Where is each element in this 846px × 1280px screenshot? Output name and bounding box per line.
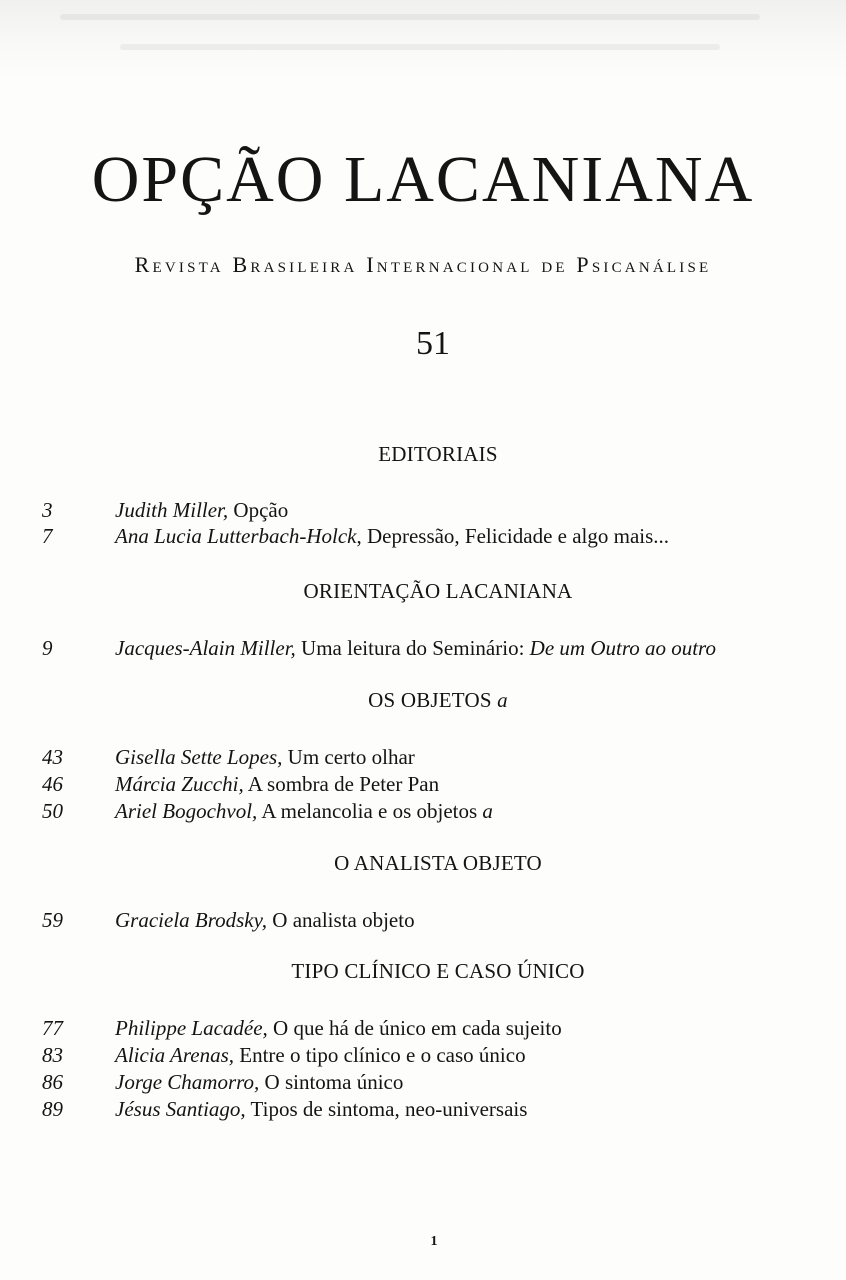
entry-author: Jacques-Alain Miller,: [115, 636, 296, 660]
section-heading-text: ORIENTAÇÃO LACANIANA: [303, 579, 573, 603]
entry-title: , Depressão, Felicidade e algo mais...: [356, 524, 670, 548]
entry-author: Ariel Bogochvol,: [115, 799, 258, 823]
entry-text: [115, 522, 669, 550]
toc-entry: [0, 906, 846, 934]
entry-title-italic: a: [482, 799, 493, 823]
entry-title: Tipos de sintoma, neo-universais: [245, 1097, 528, 1121]
page-number: 50: [42, 799, 63, 823]
section-heading-orientacao-lacaniana: [0, 577, 846, 605]
entry-text: [115, 634, 716, 662]
toc-entry: [0, 770, 846, 798]
toc-entry: [0, 634, 846, 662]
toc-entry: [0, 1095, 846, 1123]
page-number: 86: [42, 1070, 63, 1094]
entry-author: Alicia Arenas,: [115, 1043, 234, 1067]
toc-entry: [0, 797, 846, 825]
entry-title: Opção: [228, 498, 289, 522]
section-heading-text: TIPO CLÍNICO E CASO ÚNICO: [291, 959, 585, 983]
entry-text: [115, 1068, 403, 1096]
section-heading-text: EDITORIAIS: [378, 442, 498, 466]
entry-text: [115, 906, 415, 934]
entry-author: Ana Lucia Lutterbach-Holck: [115, 524, 357, 548]
entry-author: Jésus Santiago,: [115, 1097, 246, 1121]
section-heading-text: O ANALISTA OBJETO: [334, 851, 542, 875]
entry-title-italic: De um Outro ao outro: [529, 636, 716, 660]
page-number: 9: [42, 636, 53, 660]
toc-entry: [0, 743, 846, 771]
entry-text: [115, 770, 439, 798]
page-number: 83: [42, 1043, 63, 1067]
journal-title: OPÇÃO LACANIANA: [91, 143, 755, 216]
entry-title: A melancolia e os objetos: [257, 799, 483, 823]
toc-entry: [0, 1068, 846, 1096]
entry-author: Gisella Sette Lopes,: [115, 745, 283, 769]
entry-text: [115, 496, 288, 524]
entry-title: O sintoma único: [259, 1070, 404, 1094]
section-heading-o-analista-objeto: [0, 849, 846, 877]
entry-text: [115, 1041, 526, 1069]
entry-title: O analista objeto: [267, 908, 415, 932]
entry-author: Márcia Zucchi,: [115, 772, 244, 796]
page-number: 77: [42, 1016, 63, 1040]
toc-entry: [0, 496, 846, 524]
toc-entry: [0, 1014, 846, 1042]
page-number: 7: [42, 524, 53, 548]
section-heading-editoriais: [0, 440, 846, 468]
section-heading-text: OS OBJETOS: [368, 688, 498, 712]
toc-entry: [0, 522, 846, 550]
entry-text: [115, 1095, 527, 1123]
entry-author: Jorge Chamorro,: [115, 1070, 260, 1094]
entry-title: Uma leitura do Seminário:: [295, 636, 530, 660]
entry-author: Graciela Brodsky,: [115, 908, 268, 932]
toc-entry: [0, 1041, 846, 1069]
journal-subtitle: Revista Brasileira Internacional de Psicanálise: [134, 252, 712, 277]
entry-author: Judith Miller,: [115, 498, 229, 522]
page-number: 46: [42, 772, 63, 796]
entry-title: Entre o tipo clínico e o caso único: [234, 1043, 526, 1067]
section-heading-os-objetos-a: [0, 686, 846, 714]
entry-title: A sombra de Peter Pan: [243, 772, 440, 796]
bleed-line: [60, 14, 760, 20]
page-number: 59: [42, 908, 63, 932]
page-number: 43: [42, 745, 63, 769]
entry-text: [115, 1014, 562, 1042]
entry-title: Um certo olhar: [282, 745, 415, 769]
entry-text: [115, 797, 493, 825]
top-bleed-through: [0, 0, 846, 80]
issue-number: 51: [416, 325, 450, 362]
folio-page-number: 1: [430, 1234, 438, 1249]
bleed-line: [120, 44, 720, 50]
page-number: 3: [42, 498, 53, 522]
section-heading-italic: a: [497, 688, 508, 712]
entry-text: [115, 743, 415, 771]
entry-author: Philippe Lacadée,: [115, 1016, 268, 1040]
entry-title: O que há de único em cada sujeito: [267, 1016, 562, 1040]
page-number: 89: [42, 1097, 63, 1121]
section-heading-tipo-clinico: [0, 957, 846, 985]
